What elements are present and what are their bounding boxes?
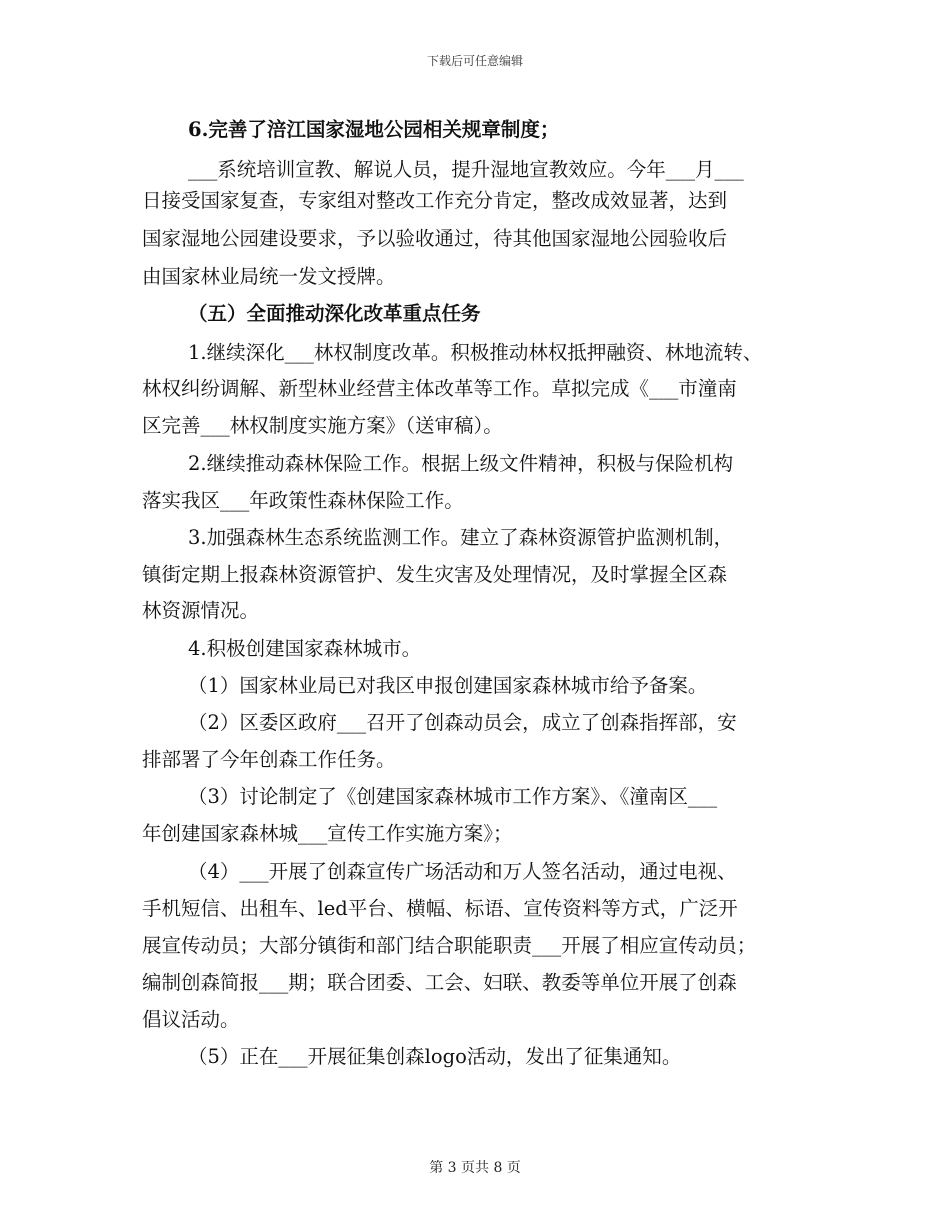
- text-line: 手机短信、出租车、led平台、横幅、标语、宣传资料等方式，广泛开: [142, 897, 738, 920]
- text-line: 国家湿地公园建设要求，予以验收通过，待其他国家湿地公园验收后: [142, 227, 728, 250]
- text-line: 2.继续推动森林保险工作。根据上级文件精神，积极与保险机构: [188, 452, 734, 475]
- text-line: 年创建国家森林城___宣传工作实施方案》；: [142, 822, 513, 845]
- text-line: 展宣传动员；大部分镇街和部门结合职能职责___开展了相应宣传动员；: [142, 934, 757, 957]
- text-line: （2）区委区政府___召开了创森动员会，成立了创森指挥部，安: [188, 711, 737, 734]
- text-line: 区完善___林权制度实施方案》（送审稿）。: [142, 414, 503, 437]
- text-line: 倡议活动。: [142, 1008, 240, 1031]
- text-line: 排部署了今年创森工作任务。: [142, 748, 396, 771]
- text-line: 日接受国家复查，专家组对整改工作充分肯定，整改成效显著，达到: [142, 189, 728, 212]
- text-line: 编制创森简报___期；联合团委、工会、妇联、教委等单位开展了创森: [142, 971, 737, 994]
- text-line: （3）讨论制定了《创建国家森林城市工作方案》、《潼南区___: [188, 785, 718, 808]
- text-line: 3.加强森林生态系统监测工作。建立了森林资源管护监测机制，: [188, 526, 734, 549]
- text-line: 1.继续深化___林权制度改革。积极推动林权抵押融资、林地流转、: [188, 341, 763, 364]
- text-line: 林资源情况。: [142, 599, 260, 622]
- text-line: 林权纠纷调解、新型林业经营主体改革等工作。草拟完成《___市潼南: [142, 377, 737, 400]
- text-line: 落实我区___年政策性森林保险工作。: [142, 489, 464, 512]
- section-heading: （五）全面推动深化改革重点任务: [188, 302, 481, 325]
- text-line: 由国家林业局统一发文授牌。: [142, 265, 396, 288]
- page-header: 下载后可任意编辑: [426, 54, 523, 68]
- text-line: （5）正在___开展征集创森logo活动，发出了征集通知。: [188, 1045, 682, 1068]
- text-line: 6.完善了涪江国家湿地公园相关规章制度；: [188, 118, 560, 141]
- text-line: （1）国家林业局已对我区申报创建国家森林城市给予备案。: [188, 674, 708, 697]
- page-footer: 第 3 页共 8 页: [429, 1160, 521, 1176]
- text-line: 4.积极创建国家森林城市。: [188, 637, 422, 660]
- text-line: 镇街定期上报森林资源管护、发生灾害及处理情况，及时掌握全区森: [142, 563, 728, 586]
- text-line: ___系统培训宣教、解说人员，提升湿地宣教效应。今年___月___: [188, 158, 744, 181]
- text-line: （4）___开展了创森宣传广场活动和万人签名活动，通过电视、: [188, 860, 737, 883]
